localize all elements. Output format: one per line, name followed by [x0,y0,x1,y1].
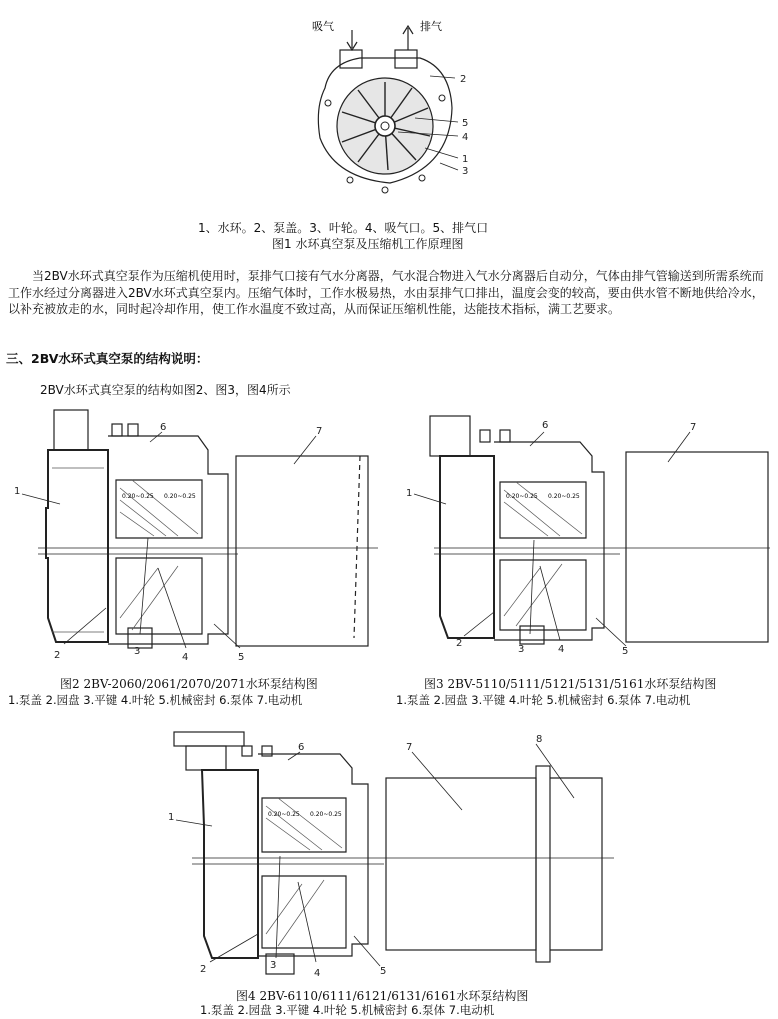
fig4-callout: 4 [314,968,321,979]
fig1-callout: 4 [462,132,469,143]
fig4-callout: 7 [406,742,413,753]
fig2-callout: 4 [182,652,189,663]
fig4-callout: 2 [200,964,207,975]
fig3-caption: 图3 2BV-5110/5111/5121/5131/5161水环泵结构图 [424,677,717,691]
fig2-dim: 0.20~0.25 [122,493,154,500]
fig4-callout: 6 [298,742,305,753]
fig1-exhaust-label: 排气 [420,20,442,33]
fig3-callout: 2 [456,638,463,649]
figure-4-diagram [162,726,614,982]
figure-3-diagram [400,412,770,668]
fig1-callout: 2 [460,74,467,85]
fig4-dim: 0.20~0.25 [310,811,342,818]
fig4-caption: 图4 2BV-6110/6111/6121/6131/6161水环泵结构图 [236,989,529,1003]
fig1-callout: 1 [462,154,469,165]
fig1-callout: 5 [462,118,469,129]
fig2-callout: 5 [238,652,245,663]
section-heading: 三、2BV水环式真空泵的结构说明： [6,351,209,366]
fig4-dim: 0.20~0.25 [268,811,300,818]
fig2-callout: 3 [134,646,141,657]
fig1-callout: 3 [462,166,469,177]
fig3-dim: 0.20~0.25 [548,493,580,500]
fig2-caption: 图2 2BV-2060/2061/2070/2071水环泵结构图 [60,677,318,691]
fig2-callout: 1 [14,486,21,497]
fig3-parts: 1.泵盖 2.园盘 3.平键 4.叶轮 5.机械密封 6.泵体 7.电动机 [396,693,691,707]
section-intro: 2BV水环式真空泵的结构如图2、图3，图4所示 [40,383,291,397]
fig4-callout: 8 [536,734,543,745]
fig3-callout: 4 [558,644,565,655]
fig4-parts: 1.泵盖 2.园盘 3.平键 4.叶轮 5.机械密封 6.泵体 7.电动机 [200,1003,495,1017]
fig2-parts: 1.泵盖 2.园盘 3.平键 4.叶轮 5.机械密封 6.泵体 7.电动机 [8,693,303,707]
fig4-callout: 5 [380,966,387,977]
fig3-callout: 6 [542,420,549,431]
fig4-callout: 3 [270,960,277,971]
fig2-dim: 0.20~0.25 [164,493,196,500]
figure-1-diagram [290,8,490,208]
fig3-callout: 1 [406,488,413,499]
fig3-callout: 7 [690,422,697,433]
fig4-callout: 1 [168,812,175,823]
fig1-caption: 图1 水环真空泵及压缩机工作原理图 [272,237,464,251]
body-paragraph: 当2BV水环式真空泵作为压缩机使用时，泵排气口接有气水分离器，气水混合物进入气水分离器后自动分，气体由排气管输送到所需系统而工作水经过分离器进入2BV水环式真空泵内。压缩气体时，工作水极易热，水由泵排气口排出，温度会变的较高，要由供水管不断地供给冷水，以补充被放走的水，同时起冷却作用，使工作水温度不致过高，从而保证压缩机性能，达能技术指标，满工艺要求。 [8,269,764,316]
figure-2-diagram [8,408,378,670]
fig2-callout: 6 [160,422,167,433]
fig1-legend: 1、水环。2、泵盖。3、叶轮。4、吸气口。5、排气口 [198,221,489,235]
fig1-intake-label: 吸气 [312,20,334,33]
exhaust-arrow-icon [403,26,413,50]
fig3-dim: 0.20~0.25 [506,493,538,500]
fig2-callout: 7 [316,426,323,437]
fig3-callout: 5 [622,646,629,657]
fig2-callout: 2 [54,650,61,661]
intake-arrow-icon [347,30,357,50]
fig3-callout: 3 [518,644,525,655]
